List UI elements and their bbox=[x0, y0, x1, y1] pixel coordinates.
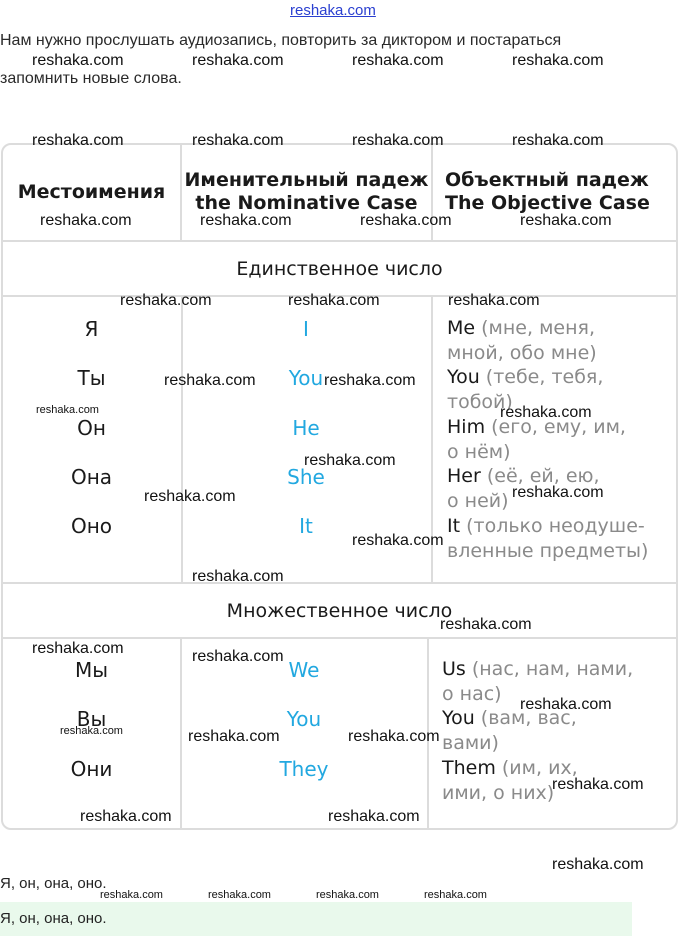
intro-line-2: запомнить новые слова. bbox=[0, 70, 182, 87]
pronoun-ru: Он bbox=[77, 416, 106, 440]
watermark: reshaka.com bbox=[360, 212, 452, 229]
watermark: reshaka.com bbox=[188, 728, 280, 745]
objective-entry bbox=[447, 514, 648, 564]
nominative-word: I bbox=[303, 317, 309, 341]
objective-translation: тобой) bbox=[447, 391, 513, 413]
watermark: reshaka.com bbox=[192, 568, 284, 585]
nominative-word: They bbox=[279, 757, 329, 781]
divider bbox=[3, 637, 676, 639]
header-objective-en: The Objective Case bbox=[445, 192, 650, 214]
watermark: reshaka.com bbox=[316, 889, 379, 901]
watermark: reshaka.com bbox=[512, 484, 604, 501]
objective-translation: (мне, меня, bbox=[475, 317, 595, 339]
objective-translation: (тебе, тебя, bbox=[479, 366, 604, 388]
watermark: reshaka.com bbox=[120, 292, 212, 309]
objective-entry bbox=[447, 415, 626, 465]
nominative-word: She bbox=[287, 465, 325, 489]
objective-translation: о ней) bbox=[447, 490, 509, 512]
objective-translation: (её, ей, ею, bbox=[480, 465, 600, 487]
pronoun-ru: Мы bbox=[74, 658, 109, 682]
pronoun-ru: Ты bbox=[77, 366, 106, 390]
nominative-word: We bbox=[288, 658, 320, 682]
watermark: reshaka.com bbox=[36, 404, 99, 416]
watermark: reshaka.com bbox=[552, 776, 644, 793]
watermark: reshaka.com bbox=[288, 292, 380, 309]
watermark: reshaka.com bbox=[192, 648, 284, 665]
objective-word: It bbox=[447, 515, 461, 537]
watermark: reshaka.com bbox=[200, 212, 292, 229]
watermark: reshaka.com bbox=[520, 696, 612, 713]
objective-word: Him bbox=[447, 416, 486, 438]
watermark: reshaka.com bbox=[192, 132, 284, 149]
objective-word: You bbox=[442, 707, 475, 729]
watermark: reshaka.com bbox=[500, 404, 592, 421]
nominative-word: It bbox=[299, 514, 313, 538]
watermark: reshaka.com bbox=[552, 856, 644, 873]
objective-word: Us bbox=[442, 658, 466, 680]
nominative-word: You bbox=[286, 707, 322, 731]
watermark: reshaka.com bbox=[60, 725, 123, 737]
watermark: reshaka.com bbox=[304, 452, 396, 469]
header-pronouns: Местоимения bbox=[17, 181, 166, 203]
watermark: reshaka.com bbox=[440, 616, 532, 633]
header-nominative-ru: Именительный падеж bbox=[184, 169, 429, 191]
pronoun-ru: Она bbox=[70, 465, 113, 489]
watermark: reshaka.com bbox=[164, 372, 256, 389]
objective-translation: вами) bbox=[442, 732, 499, 754]
singular-title: Единственное число bbox=[236, 258, 443, 280]
answer-text: Я, он, она, оно. bbox=[0, 875, 107, 892]
objective-translation: мной, обо мне) bbox=[447, 342, 597, 364]
objective-translation: (им, их, bbox=[495, 757, 578, 779]
watermark: reshaka.com bbox=[352, 132, 444, 149]
watermark: reshaka.com bbox=[324, 372, 416, 389]
objective-translation: (вам, вас, bbox=[474, 707, 577, 729]
pronoun-ru: Оно bbox=[70, 514, 113, 538]
objective-word: You bbox=[447, 366, 480, 388]
watermark: reshaka.com bbox=[40, 212, 132, 229]
watermark: reshaka.com bbox=[144, 488, 236, 505]
pronoun-ru: Они bbox=[70, 757, 113, 781]
objective-translation: (его, ему, им, bbox=[485, 416, 626, 438]
objective-translation: ими, о них) bbox=[442, 782, 555, 804]
objective-entry bbox=[447, 316, 597, 366]
watermark: reshaka.com bbox=[352, 532, 444, 549]
watermark: reshaka.com bbox=[192, 52, 284, 69]
objective-translation: о нас) bbox=[442, 683, 502, 705]
watermark: reshaka.com bbox=[80, 808, 172, 825]
watermark: reshaka.com bbox=[328, 808, 420, 825]
nominative-word: He bbox=[292, 416, 320, 440]
divider bbox=[3, 582, 676, 584]
objective-word: Them bbox=[442, 757, 496, 779]
watermark: reshaka.com bbox=[32, 640, 124, 657]
intro-line-1: Нам нужно прослушать аудиозапись, повторить за диктором и постараться bbox=[0, 32, 562, 49]
answer-highlight-text: Я, он, она, оно. bbox=[0, 910, 107, 927]
nominative-word: You bbox=[288, 366, 324, 390]
header-objective-ru: Объектный падеж bbox=[445, 169, 649, 191]
pronoun-ru: Я bbox=[84, 317, 99, 341]
watermark: reshaka.com bbox=[512, 52, 604, 69]
objective-word: Her bbox=[447, 465, 481, 487]
watermark: reshaka.com bbox=[512, 132, 604, 149]
watermark: reshaka.com bbox=[352, 52, 444, 69]
objective-translation: о нём) bbox=[447, 441, 511, 463]
watermark: reshaka.com bbox=[448, 292, 540, 309]
objective-translation: (только неодуше- bbox=[460, 515, 645, 537]
header-nominative bbox=[182, 169, 431, 215]
pronoun-ru: Вы bbox=[76, 707, 107, 731]
divider bbox=[3, 240, 676, 242]
objective-translation: (нас, нам, нами, bbox=[465, 658, 634, 680]
header-objective bbox=[433, 169, 678, 215]
watermark: reshaka.com bbox=[100, 889, 163, 901]
watermark: reshaka.com bbox=[520, 212, 612, 229]
watermark: reshaka.com bbox=[348, 728, 440, 745]
objective-translation: вленные предметы) bbox=[447, 540, 649, 562]
watermark: reshaka.com bbox=[208, 889, 271, 901]
watermark: reshaka.com bbox=[32, 52, 124, 69]
header-nominative-en: the Nominative Case bbox=[195, 192, 418, 214]
site-link[interactable]: reshaka.com bbox=[290, 2, 376, 19]
objective-word: Me bbox=[447, 317, 476, 339]
watermark: reshaka.com bbox=[424, 889, 487, 901]
watermark: reshaka.com bbox=[32, 132, 124, 149]
plural-title: Множественное число bbox=[226, 600, 453, 622]
